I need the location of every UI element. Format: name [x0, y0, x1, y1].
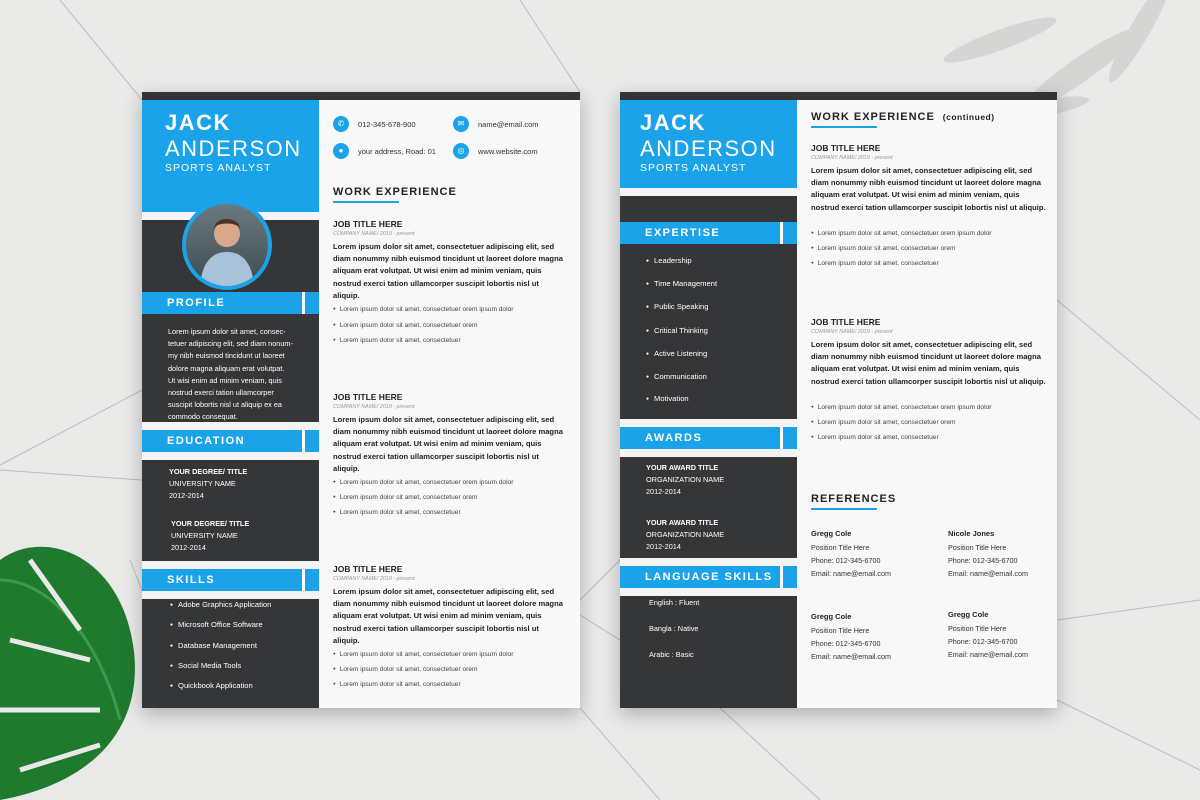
- reference-position: Position Title Here: [948, 624, 1007, 633]
- language-skills-heading: LANGUAGE SKILLS: [620, 566, 797, 588]
- reference-name: Gregg Cole: [948, 610, 989, 619]
- skill-item: ● Social Media Tools: [170, 661, 241, 670]
- job-bullet: ● Lorem ipsum dolor sit amet, consectetuer orem: [811, 419, 956, 426]
- expertise-item: ● Public Speaking: [646, 302, 709, 311]
- skill-item: ● Microsoft Office Software: [170, 620, 263, 629]
- location-pin-icon: ●: [333, 143, 349, 159]
- sidebar-dark-panel: [620, 196, 797, 708]
- reference-phone: Phone: 012-345-6700: [811, 639, 881, 648]
- job-bullet: ● Lorem ipsum dolor sit amet, consectetuer orem ipsum dolor: [333, 306, 513, 313]
- first-name: JACK: [640, 110, 706, 135]
- expertise-heading: EXPERTISE: [620, 222, 797, 244]
- award-item: YOUR AWARD TITLE ORGANIZATION NAME 2012-2014: [646, 518, 725, 552]
- job-company: COMPANY NAME/ 2019 - present: [333, 404, 415, 410]
- sidebar: [142, 100, 319, 708]
- reference-phone: Phone: 012-345-6700: [948, 556, 1018, 565]
- job-title: JOB TITLE HERE: [333, 564, 403, 574]
- reference-name: Gregg Cole: [811, 612, 852, 621]
- expertise-item: ● Leadership: [646, 256, 692, 265]
- language-item: Bangla : Native: [649, 624, 699, 633]
- website-contact: ◎ www.website.com: [453, 143, 538, 159]
- language-item: English : Fluent: [649, 598, 700, 607]
- job-description: Lorem ipsum dolor sit amet, consectetuer adipiscing elit, sed diam nonummy nibh euismod tincidunt ut laoreet dolore magna aliquam erat volutpat. Ut wisi enim ad minim veniam, quis nostrud exerci tation ullamcorper suscipit lobortis nisl ut aliquip.: [333, 242, 563, 300]
- job-company: COMPANY NAME/ 2019 - present: [811, 329, 893, 335]
- education-item: YOUR DEGREE/ TITLE UNIVERSITY NAME 2012-2014: [169, 467, 248, 501]
- profile-heading: PROFILE: [142, 292, 319, 314]
- reference-phone: Phone: 012-345-6700: [948, 637, 1018, 646]
- reference-position: Position Title Here: [811, 626, 870, 635]
- reference-email: Email: name@email.com: [811, 652, 891, 661]
- resume-page-2: [620, 92, 1057, 708]
- language-item: Arabic : Basic: [649, 650, 694, 659]
- address-contact: ● your address, Road: 01: [333, 143, 436, 159]
- profile-text: Lorem ipsum dolor sit amet, consec- tetuer adipiscing elit, sed diam nonum- my nibh euismod tincidunt ut laoreet dolore magna aliquam erat volutpat. Ut wisi enim ad minim veniam, quis nostrud exerci tation ullamcorper suscipit lobortis nisl ut aliquip ex ea commodo consequat.: [168, 327, 293, 422]
- last-name: ANDERSON: [640, 136, 777, 161]
- email-contact: ✉ name@email.com: [453, 116, 539, 132]
- email-icon: ✉: [453, 116, 469, 132]
- job-bullet: ● Lorem ipsum dolor sit amet, consectetuer orem: [333, 494, 478, 501]
- job-bullet: ● Lorem ipsum dolor sit amet, consectetuer: [333, 337, 461, 344]
- job-bullet: ● Lorem ipsum dolor sit amet, consectetuer orem ipsum dolor: [811, 230, 991, 237]
- heading-underline: [333, 201, 399, 203]
- main-column: [319, 100, 580, 708]
- skills-heading: SKILLS: [142, 569, 319, 591]
- job-bullet: ● Lorem ipsum dolor sit amet, consectetuer: [811, 434, 939, 441]
- education-item: YOUR DEGREE/ TITLE UNIVERSITY NAME 2012-2014: [171, 519, 250, 553]
- education-heading: EDUCATION: [142, 430, 319, 452]
- job-company: COMPANY NAME/ 2019 - present: [333, 576, 415, 582]
- job-bullet: ● Lorem ipsum dolor sit amet, consectetuer: [333, 509, 461, 516]
- skill-item: ● Quickbook Application: [170, 681, 253, 690]
- job-role: SPORTS ANALYST: [165, 162, 272, 174]
- phone-contact: ✆ 012-345-678-900: [333, 116, 416, 132]
- job-company: COMPANY NAME/ 2019 - present: [811, 155, 893, 161]
- expertise-item: ● Motivation: [646, 394, 689, 403]
- expertise-item: ● Active Listening: [646, 349, 707, 358]
- job-bullet: ● Lorem ipsum dolor sit amet, consectetuer orem: [811, 245, 956, 252]
- awards-heading: AWARDS: [620, 427, 797, 449]
- reference-phone: Phone: 012-345-6700: [811, 556, 881, 565]
- job-bullet: ● Lorem ipsum dolor sit amet, consectetuer orem: [333, 322, 478, 329]
- reference-email: Email: name@email.com: [948, 650, 1028, 659]
- job-title: JOB TITLE HERE: [811, 143, 881, 153]
- award-item: YOUR AWARD TITLE ORGANIZATION NAME 2012-2014: [646, 463, 725, 497]
- job-bullet: ● Lorem ipsum dolor sit amet, consectetuer orem: [333, 666, 478, 673]
- expertise-item: ● Time Management: [646, 279, 717, 288]
- phone-icon: ✆: [333, 116, 349, 132]
- job-description: Lorem ipsum dolor sit amet, consectetuer adipiscing elit, sed diam nonummy nibh euismod tincidunt ut laoreet dolore magna aliquam erat volutpat. Ut wisi enim ad minim veniam, quis nostrud exerci tation ullamcorper suscipit lobortis nisl ut aliquip.: [333, 415, 563, 473]
- job-description: Lorem ipsum dolor sit amet, consectetuer adipiscing elit, sed diam nonummy nibh euismod tincidunt ut laoreet dolore magna aliquam erat volutpat. Ut wisi enim ad minim veniam, quis nostrud exerci tation ullamcorper suscipit lobortis nisl ut aliquip.: [811, 166, 1046, 212]
- work-experience-heading: WORK EXPERIENCE (continued): [811, 111, 995, 123]
- reference-email: Email: name@email.com: [948, 569, 1028, 578]
- reference-email: Email: name@email.com: [811, 569, 891, 578]
- last-name: ANDERSON: [165, 136, 302, 161]
- job-description: Lorem ipsum dolor sit amet, consectetuer adipiscing elit, sed diam nonummy nibh euismod tincidunt ut laoreet dolore magna aliquam erat volutpat. Ut wisi enim ad minim veniam, quis nostrud exerci tation ullamcorper suscipit lobortis nisl ut aliquip.: [811, 340, 1046, 386]
- job-company: COMPANY NAME/ 2019 - present: [333, 231, 415, 237]
- avatar: [182, 200, 272, 290]
- profile-photo: [186, 204, 268, 286]
- job-title: JOB TITLE HERE: [333, 392, 403, 402]
- top-bar: [142, 92, 580, 100]
- job-bullet: ● Lorem ipsum dolor sit amet, consectetuer orem ipsum dolor: [811, 404, 991, 411]
- job-bullet: ● Lorem ipsum dolor sit amet, consectetuer: [811, 260, 939, 267]
- work-experience-heading: WORK EXPERIENCE: [333, 186, 457, 198]
- resume-page-1: [142, 92, 580, 708]
- heading-underline: [811, 126, 877, 128]
- expertise-item: ● Critical Thinking: [646, 326, 708, 335]
- reference-name: Nicole Jones: [948, 529, 995, 538]
- main-column: [797, 100, 1057, 708]
- name-block: [620, 100, 797, 188]
- skill-item: ● Database Management: [170, 641, 257, 650]
- sidebar: [620, 100, 797, 708]
- reference-name: Gregg Cole: [811, 529, 852, 538]
- first-name: JACK: [165, 110, 231, 135]
- expertise-item: ● Communication: [646, 372, 707, 381]
- reference-position: Position Title Here: [811, 543, 870, 552]
- job-title: JOB TITLE HERE: [811, 317, 881, 327]
- skill-item: ● Adobe Graphics Application: [170, 600, 271, 609]
- job-role: SPORTS ANALYST: [640, 162, 747, 174]
- heading-underline: [811, 508, 877, 510]
- job-bullet: ● Lorem ipsum dolor sit amet, consectetuer orem ipsum dolor: [333, 651, 513, 658]
- job-description: Lorem ipsum dolor sit amet, consectetuer adipiscing elit, sed diam nonummy nibh euismod tincidunt ut laoreet dolore magna aliquam erat volutpat. Ut wisi enim ad minim veniam, quis nostrud exerci tation ullamcorper suscipit lobortis nisl ut aliquip.: [333, 587, 563, 645]
- globe-icon: ◎: [453, 143, 469, 159]
- job-bullet: ● Lorem ipsum dolor sit amet, consectetuer orem ipsum dolor: [333, 479, 513, 486]
- job-title: JOB TITLE HERE: [333, 219, 403, 229]
- references-heading: REFERENCES: [811, 493, 897, 505]
- job-bullet: ● Lorem ipsum dolor sit amet, consectetuer: [333, 681, 461, 688]
- top-bar: [620, 92, 1057, 100]
- reference-position: Position Title Here: [948, 543, 1007, 552]
